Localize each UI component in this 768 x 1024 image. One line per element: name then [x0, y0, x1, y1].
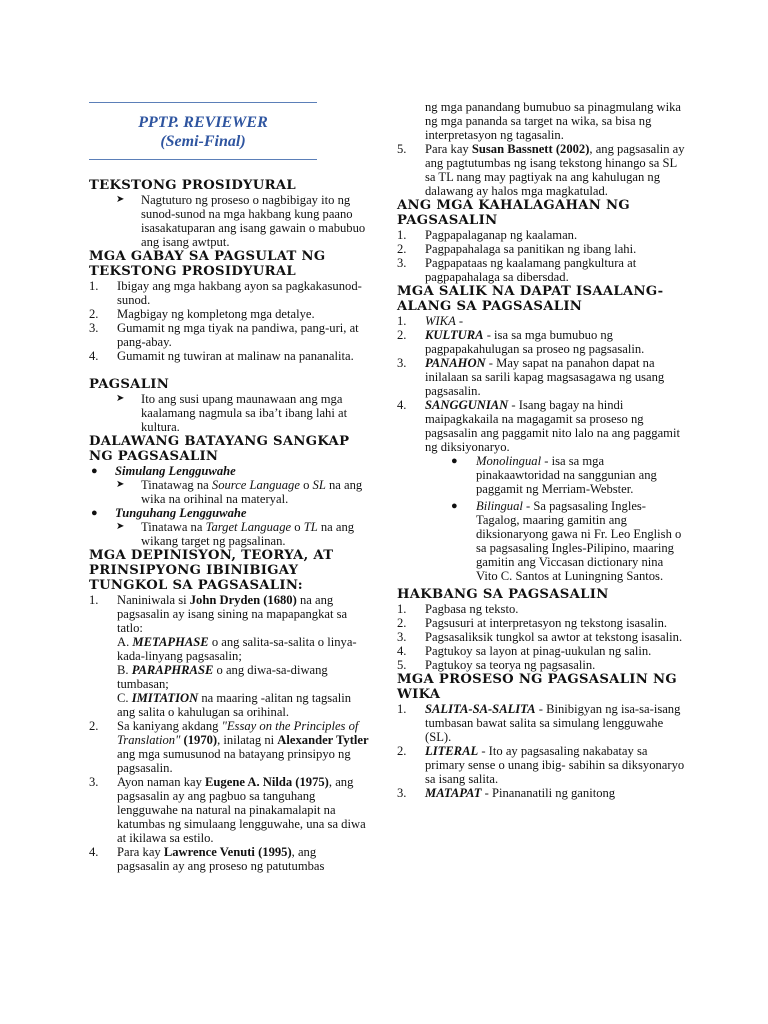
list-item: 3. Pagpapataas ng kaalamang pangkultura at pagpapahalaga sa dibersdad.	[397, 256, 637, 284]
title-text: PPTP. REVIEWER	[138, 114, 268, 131]
list-item: 1. Ibigay ang mga hakbang ayon sa pagkakasunod-sunod.	[89, 279, 362, 307]
title-bottom-rule	[89, 159, 317, 160]
heading-kahalagahan: ANG MGA KAHALAGAHAN NG PAGSASALIN	[397, 198, 630, 228]
heading-mga-gabay: MGA GABAY SA PAGSULAT NG TEKSTONG PROSIDYURAL	[89, 249, 326, 279]
heading-pagsalin: PAGSALIN	[89, 377, 170, 392]
list-item: ➤ Tinatawag na Source Language o SL na ang wika na orihinal na materyal.	[116, 478, 363, 506]
circle-bullet-icon: ●	[91, 465, 98, 477]
list-item: 2. LITERAL - Ito ay pagsasaling nakabatay sa primary sense o unang ibig- sabihin sa diksyonaryo sa isang salita.	[397, 744, 685, 786]
list-item: 4. Pagtukoy sa layon at pinag-uukulan ng salin.	[397, 644, 652, 658]
list-item: 1. SALITA-SA-SALITA - Binibigyan ng isa-sa-isang tumbasan bawat salita sa simulang lengguwahe (SL).	[397, 702, 681, 744]
list-item: ➤ Nagtuturo ng proseso o nagbibigay ito ng sunod-sunod na mga hakbang kung paano isasakatuparan ang isang gawain o mabubuo ang isang awtput.	[116, 193, 366, 249]
arrow-bullet-icon: ➤	[116, 194, 125, 205]
list-item: 4. Para kay Lawrence Venuti (1995), ang pagsasalin ay ang proseso ng patutumbas	[89, 845, 325, 873]
arrow-bullet-icon: ➤	[116, 521, 125, 532]
circle-bullet-icon: ●	[451, 455, 458, 467]
right-column	[397, 100, 687, 800]
list-item: 1. WIKA -	[397, 314, 464, 328]
continued-text: ng mga panandang bumubuo sa pinagmulang wika ng mga pananda sa target na wika, sa bisa ng interpretasyon ng tagasalin.	[425, 100, 682, 142]
list-item: ➤ Tinatawa na Target Language o TL na ang wikang target ng pagsalinan.	[116, 520, 355, 548]
list-item: 2. Magbigay ng kompletong mga detalye.	[89, 307, 315, 321]
list-item: ● Tunguhang Lengguwahe	[91, 506, 247, 520]
list-item: 3. Gumamit ng mga tiyak na pandiwa, pang-uri, at pang-abay.	[89, 321, 359, 349]
heading-mga-depinisyon: MGA DEPINISYON, TEORYA, AT PRINSIPYONG IBINIBIGAY TUNGKOL SA PAGSASALIN:	[89, 548, 334, 593]
list-item: 1. Pagbasa ng teksto.	[397, 602, 519, 616]
list-item: 3. Ayon naman kay Eugene A. Nilda (1975), ang pagsasalin ay ang pagbuo sa tanguhang lengguwahe na natural na pinakamalapit na katumbas ng simulaang lengguwahe, una sa diwa at ikilawa sa estilo.	[89, 775, 366, 845]
list-item: 3. PANAHON - May sapat na panahon dapat na inilalaan sa sarili kapag magsasagawa ng usang pagsasalin.	[397, 356, 665, 398]
subtitle-text: (Semi-Final)	[160, 133, 246, 150]
list-item: ● Monolingual - isa sa mga pinakaawtoridad na sanggunian ang paggamit ng Merriam-Webster.	[451, 454, 657, 496]
heading-hakbang: HAKBANG SA PAGSASALIN	[397, 587, 609, 602]
circle-bullet-icon: ●	[451, 500, 458, 512]
circle-bullet-icon: ●	[91, 507, 98, 519]
list-item: 2. KULTURA - isa sa mga bumubuo ng pagpapakahulugan sa proseo ng pagsasalin.	[397, 328, 645, 356]
arrow-bullet-icon: ➤	[116, 393, 125, 404]
list-item: 1. Pagpapalaganap ng kaalaman.	[397, 228, 578, 242]
list-item: 2. Pagpapahalaga sa panitikan ng ibang lahi.	[397, 242, 637, 256]
list-item: ● Bilingual - Sa pagsasaling Ingles-Tagalog, maaring gamitin ang diksionaryong gawa ni Fr. Leo English o sa pagsasaling Ingles-Pilipino, maaring gamitin ang Viccasan dictionary nina Vito C. Santos at Luningning Santos.	[451, 499, 682, 583]
list-item: 2. Sa kaniyang akdang "Essay on the Principles of Translation" (1970), inilatag ni Alexander Tytler ang mga sumusunod na batayang prinsipyo ng pagsasalin.	[89, 719, 369, 775]
list-item: 3. Pagsasaliksik tungkol sa awtor at tekstong isasalin.	[397, 630, 683, 644]
list-item: 3. MATAPAT - Pinananatili ng ganitong	[397, 786, 616, 800]
list-item: 4. SANGGUNIAN - Isang bagay na hindi maipagkakaila na magagamit sa proseso ng pagsasalin ang paggamit nito lalo na ang paggamit ng diksiyonaryo.	[397, 398, 680, 454]
list-item: 2. Pagsusuri at interpretasyon ng tekstong isasalin.	[397, 616, 668, 630]
list-item: 4. Gumamit ng tuwiran at malinaw na pananalita.	[89, 349, 354, 363]
list-item: 1. Naniniwala si John Dryden (1680) na ang pagsasalin ay isang sining na mapapangkat sa tatlo: A. METAPHASE o ang salita-sa-salita o linya-kada-linyang pagsasalin; B. PARAPHRASE o ang diwa-sa-diwang tumbasan; C. IMITATION na maaring -alitan ng tagsalin ang salita o kahulugan sa orihinal.	[89, 593, 357, 719]
page-title	[89, 113, 317, 151]
list-item: ● Simulang Lengguwahe	[91, 464, 236, 478]
list-item: 5. Para kay Susan Bassnett (2002), ang pagsasalin ay ang pagtutumbas ng isang tekstong hinango sa SL sa TL nang may pagtiyak na ang kahulugan ng dalawang ay halos mga magkatulad.	[397, 142, 685, 198]
arrow-bullet-icon: ➤	[116, 479, 125, 490]
heading-dalawang-batayang: DALAWANG BATAYANG SANGKAP NG PAGSASALIN	[89, 434, 350, 464]
heading-mga-proseso: MGA PROSESO NG PAGSASALIN NG WIKA	[397, 672, 677, 702]
left-column	[89, 178, 369, 873]
heading-tekstong-prosidyural: TEKSTONG PROSIDYURAL	[89, 178, 296, 193]
list-item: 5. Pagtukoy sa teorya ng pagsasalin.	[397, 658, 596, 672]
heading-mga-salik: MGA SALIK NA DAPAT ISAALANG-ALANG SA PAGSASALIN	[397, 284, 664, 314]
list-item: ➤ Ito ang susi upang maunawaan ang mga kaalamang nagmula sa iba’t ibang lahi at kultura.	[116, 392, 348, 434]
title-top-rule	[89, 102, 317, 103]
